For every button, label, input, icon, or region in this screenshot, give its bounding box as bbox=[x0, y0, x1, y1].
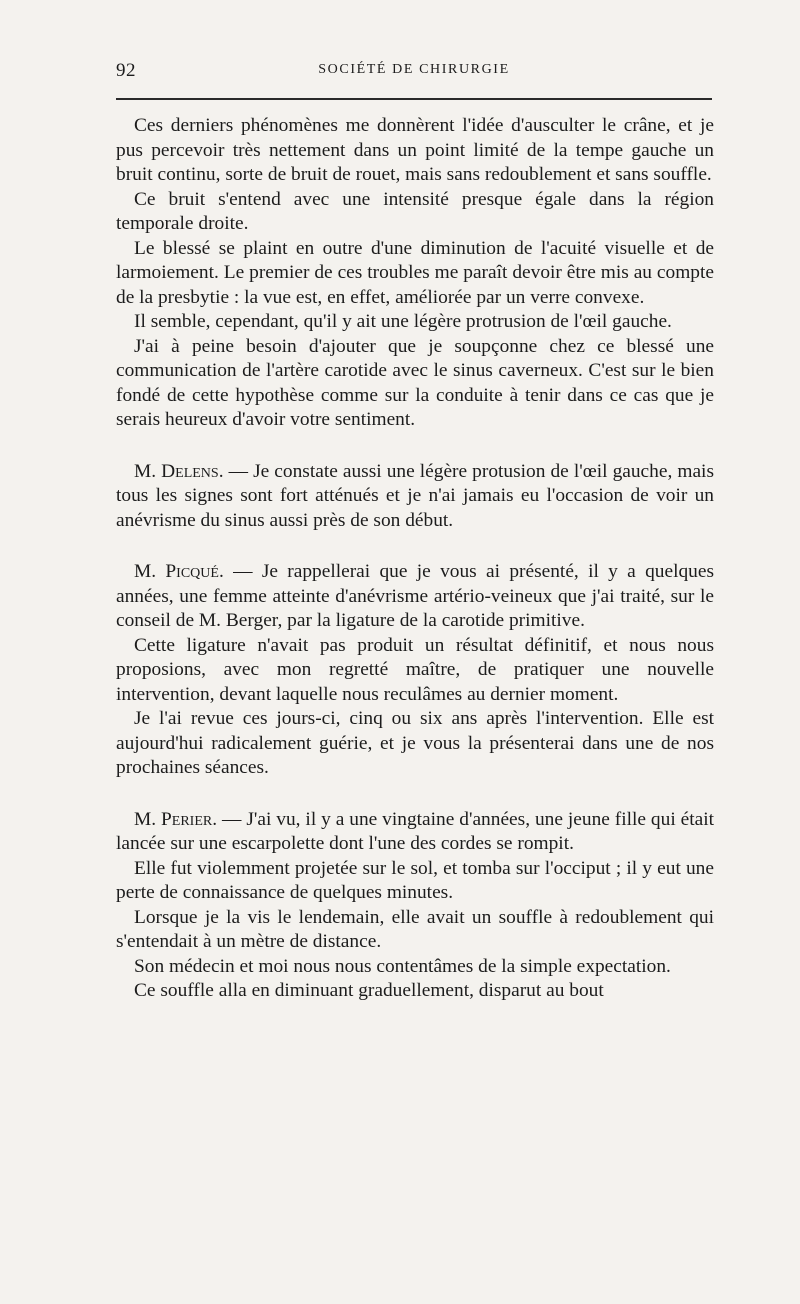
header-rule bbox=[116, 98, 712, 100]
body-text bbox=[116, 114, 714, 1004]
paragraph: Ce bruit s'entend avec une intensité presque égale dans la région temporale droite. bbox=[116, 188, 714, 234]
paragraph: Cette ligature n'avait pas produit un résultat définitif, et nous nous proposions, avec mon regretté maître, de pratiquer une nouvelle intervention, devant laquelle nous reculâmes au dernier moment. bbox=[116, 634, 714, 705]
paragraph: Ces derniers phénomènes me donnèrent l'idée d'ausculter le crâne, et je pus percevoir très nettement dans un point limité de la tempe gauche un bruit continu, sorte de bruit de rouet, mais sans redoublement et sans souffle. bbox=[116, 115, 714, 185]
paragraph: Lorsque je la vis le lendemain, elle avait un souffle à redoublement qui s'entendait à un mètre de distance. bbox=[116, 906, 714, 952]
paragraph: Je l'ai revue ces jours-ci, cinq ou six ans après l'intervention. Elle est aujourd'hui radicalement guérie, et je vous la présenterai dans une de nos prochaines séances. bbox=[116, 708, 714, 778]
speaker-text: — Je constate aussi une légère protusion de l'œil gauche, mais tous les signes sont fort atténués et je n'ai jamais eu l'occasion de voir un anévrisme du sinus aussi près de son début. bbox=[116, 460, 714, 531]
speaker-name: M. Picqué. bbox=[134, 561, 224, 582]
running-title: SOCIÉTÉ DE CHIRURGIE bbox=[318, 62, 510, 77]
paragraph: Ce souffle alla en diminuant graduellement, disparut au bout bbox=[134, 980, 604, 1001]
page-number: 92 bbox=[116, 60, 136, 81]
speaker-name: M. Perier. bbox=[134, 808, 218, 830]
speaker-paragraph-picque bbox=[116, 560, 714, 634]
speaker-paragraph-delens bbox=[116, 460, 714, 534]
speaker-paragraph-perier bbox=[116, 808, 714, 857]
paragraph: Son médecin et moi nous nous contentâmes de la simple expectation. bbox=[134, 955, 671, 977]
speaker-name: M. Delens. bbox=[134, 460, 224, 482]
paragraph: Il semble, cependant, qu'il y ait une légère protrusion de l'œil gauche. bbox=[134, 311, 672, 332]
paragraph: Le blessé se plaint en outre d'une diminution de l'acuité visuelle et de larmoiement. Le premier de ces troubles me paraît devoir être mis au compte de la presbytie : la vue est, en effet, améliorée par un verre convexe. bbox=[116, 237, 714, 308]
page-header bbox=[116, 60, 712, 88]
paragraph: J'ai à peine besoin d'ajouter que je soupçonne chez ce blessé une communication de l'artère carotide avec le sinus caverneux. C'est sur le bien fondé de cette hypothèse comme sur la conduite à tenir dans ce cas que je serais heureux d'avoir votre sentiment. bbox=[116, 335, 714, 430]
paragraph: Elle fut violemment projetée sur le sol, et tomba sur l'occiput ; il y eut une perte de connaissance de quelques minutes. bbox=[116, 857, 714, 903]
speaker-text: — Je rappellerai que je vous ai présenté, il y a quelques années, une femme atteinte d'anévrisme artério-veineux que j'ai traité, sur le conseil de M. Berger, par la ligature de la carotide primitive. bbox=[116, 561, 714, 631]
speaker-text: — J'ai vu, il y a une vingtaine d'années, une jeune fille qui était lancée sur une escarpolette dont l'une des cordes se rompit. bbox=[116, 808, 715, 854]
